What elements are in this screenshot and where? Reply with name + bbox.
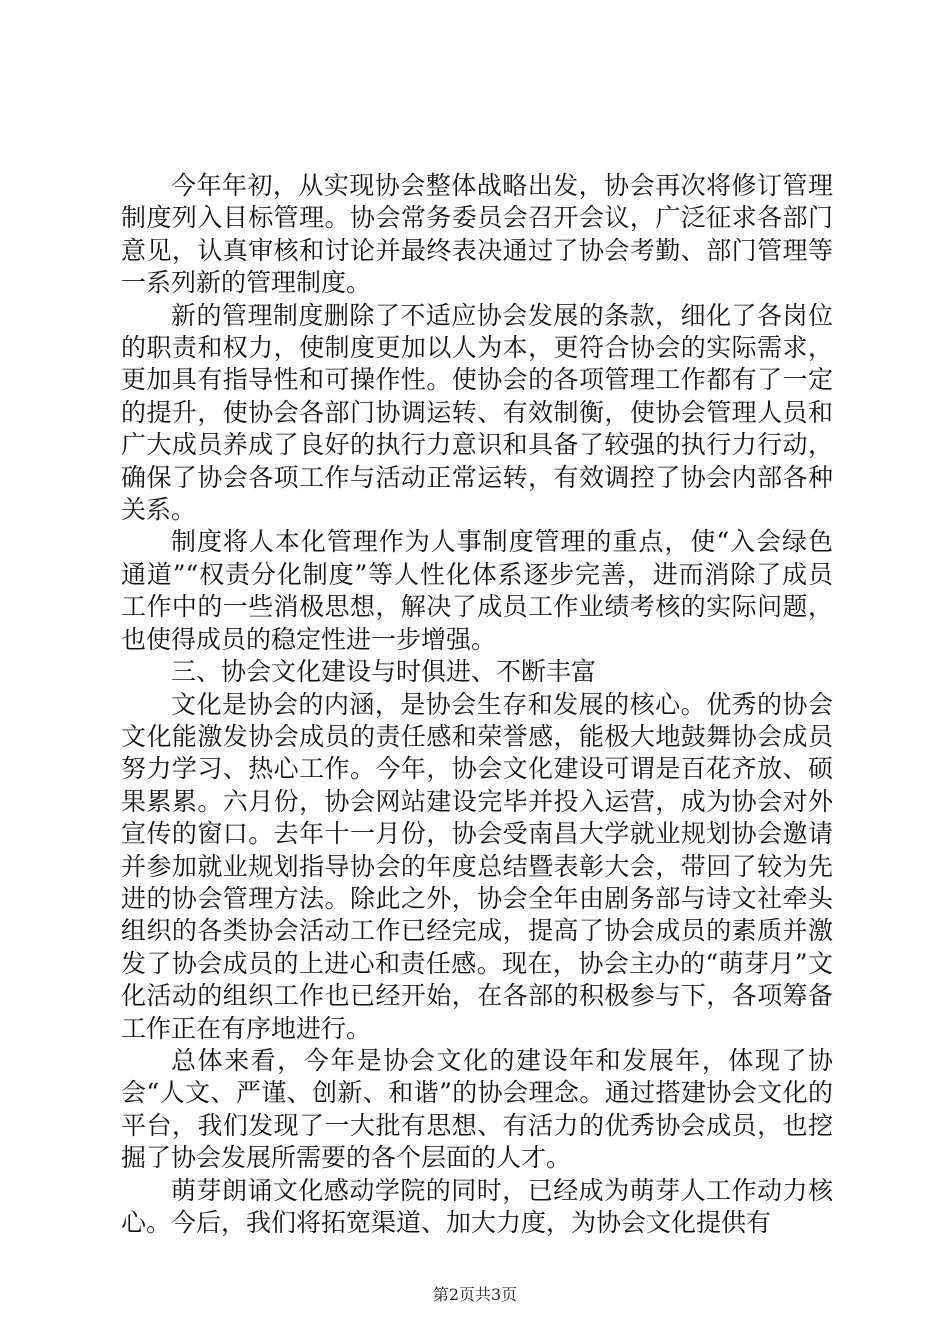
paragraph-3: 制度将人本化管理作为人事制度管理的重点，使“入会绿色通道”“权责分化制度”等人性化体系逐步完善，进而消除了成员工作中的一些消极思想，解决了成员工作业绩考核的实际问题，也使得成员的稳定性进一步增强。 [121,527,833,654]
paragraph-4: 文化是协会的内涵，是协会生存和发展的核心。优秀的协会文化能激发协会成员的责任感和荣誉感，能极大地鼓舞协会成员努力学习、热心工作。今年，协会文化建设可谓是百花齐放、硕果累累。六月份，协会网站建设完毕并投入运营，成为协会对外宣传的窗口。去年十一月份，协会受南昌大学就业规划协会邀请并参加就业规划指导协会的年度总结暨表彰大会，带回了较为先进的协会管理方法。除此之外，协会全年由剧务部与诗文社牵头组织的各类协会活动工作已经完成，提高了协会成员的素质并激发了协会成员的上进心和责任感。现在，协会主办的“萌芽月”文化活动的组织工作也已经开始，在各部的积极参与下，各项筹备工作正在有序地进行。 [121,689,833,1043]
paragraph-2: 新的管理制度删除了不适应协会发展的条款，细化了各岗位的职责和权力，使制度更加以人为本，更符合协会的实际需求，更加具有指导性和可操作性。使协会的各项管理工作都有了一定的提升，使协会各部门协调运转、有效制衡，使协会管理人员和广大成员养成了良好的执行力意识和具备了较强的执行力行动，确保了协会各项工作与活动正常运转，有效调控了协会内部各种关系。 [121,300,833,525]
page-total: 共3页 [475,1285,518,1304]
paragraph-5: 总体来看，今年是协会文化的建设年和发展年，体现了协会“人文、严谨、创新、和谐”的协会理念。通过搭建协会文化的平台，我们发现了一大批有思想、有活力的优秀协会成员，也挖掘了协会发展所需要的各个层面的人才。 [121,1045,833,1173]
paragraph-6: 萌芽朗诵文化感动学院的同时，已经成为萌芽人工作动力核心。今后，我们将拓宽渠道、加大力度，为协会文化提供有 [121,1175,833,1237]
page-footer [0,1282,950,1305]
page-number: 第2页 [432,1285,475,1304]
section-heading: 三、协会文化建设与时俱进、不断丰富 [171,657,597,687]
paragraph-1: 今年年初，从实现协会整体战略出发，协会再次将修订管理制度列入目标管理。协会常务委员会召开会议，广泛征求各部门意见，认真审核和讨论并最终表决通过了协会考勤、部门管理等一系列新的管理制度。 [121,171,833,298]
document-body [121,170,833,1239]
